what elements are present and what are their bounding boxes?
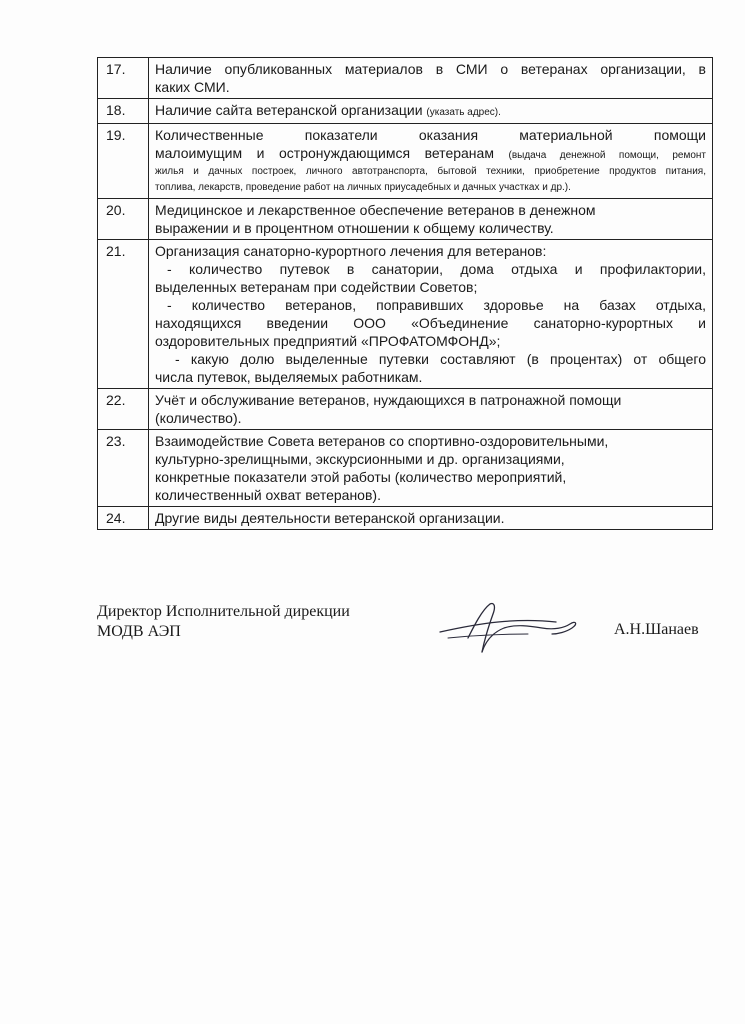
item-text-line: Другие виды деятельности ветеранской организации. — [155, 510, 505, 526]
table-row — [98, 199, 713, 240]
signatory-title — [97, 602, 350, 642]
item-text-line: Взаимодействие Совета ветеранов со спортивно-оздоровительными, — [155, 433, 609, 449]
item-text-line: числа путевок, выделяемых работникам. — [155, 369, 423, 385]
item-text — [149, 199, 713, 240]
item-text-line — [155, 144, 706, 164]
item-text-line: культурно-зрелищными, экскурсионными и др. организациями, — [155, 451, 565, 467]
item-number: 19. — [98, 124, 149, 199]
item-text — [149, 240, 713, 389]
table-row — [98, 124, 713, 199]
item-text-line: Наличие опубликованных материалов в СМИ о ветеранах организации, в — [155, 61, 706, 77]
item-text-line: - количество ветеранов, поправивших здоровье на базах отдыха, — [167, 297, 706, 313]
item-text — [149, 58, 713, 99]
item-note: жилья и дачных построек, личного автотранспорта, бытовой техники, приобретение продуктов питания, — [155, 166, 706, 177]
item-text-line: (количество). — [155, 410, 242, 426]
item-text-line: Организация санаторно-курортного лечения для ветеранов: — [155, 243, 547, 259]
item-number: 20. — [98, 199, 149, 240]
item-text-main: малоимущим и остронуждающимся ветеранам — [155, 145, 494, 161]
item-number: 17. — [98, 58, 149, 99]
item-text-line: - какую долю выделенные путевки составляют (в процентах) от общего — [175, 351, 706, 367]
item-text-line: находящихся введении ООО «Объединение санаторно-курортных и — [155, 315, 706, 331]
items-table — [97, 57, 713, 530]
item-number: 21. — [98, 240, 149, 389]
signatory-title-line: МОДВ АЭП — [97, 623, 181, 640]
item-note: (указать адрес). — [426, 107, 501, 118]
item-text — [149, 430, 713, 507]
signatory-name: А.Н.Шанаев — [614, 621, 699, 638]
table-row — [98, 240, 713, 389]
table-row — [98, 99, 713, 124]
item-note: топлива, лекарств, проведение работ на личных приусадебных и дачных участках и др.). — [155, 182, 571, 193]
item-text-line: Количественные показатели оказания материальной помощи — [155, 127, 706, 143]
signatory-title-line: Директор Исполнительной дирекции — [97, 603, 350, 620]
table-row — [98, 507, 713, 530]
item-text-line: выделенных ветеранам при содействии Советов; — [155, 279, 478, 295]
table-row — [98, 58, 713, 99]
item-text — [149, 124, 713, 199]
item-text — [149, 389, 713, 430]
item-text-main: Наличие сайта ветеранской организации — [155, 102, 423, 118]
table-row — [98, 389, 713, 430]
item-note: (выдача денежной помощи, ремонт — [508, 150, 707, 161]
item-text-line: каких СМИ. — [155, 79, 230, 95]
item-text-line: выражении и в процентном отношении к общему количеству. — [155, 220, 554, 236]
item-text — [149, 507, 713, 530]
item-text — [149, 99, 713, 124]
item-text-line: Медицинское и лекарственное обеспечение ветеранов в денежном — [155, 202, 596, 218]
item-text-line: Учёт и обслуживание ветеранов, нуждающихся в патронажной помощи — [155, 392, 622, 408]
item-text-line: - количество путевок в санатории, дома отдыха и профилактории, — [167, 261, 706, 277]
item-number: 22. — [98, 389, 149, 430]
item-number: 18. — [98, 99, 149, 124]
table-row — [98, 430, 713, 507]
handwritten-signature — [438, 598, 588, 658]
item-number: 24. — [98, 507, 149, 530]
item-text-line: конкретные показатели этой работы (количество мероприятий, — [155, 469, 567, 485]
item-text-line: количественный охват ветеранов). — [155, 487, 381, 503]
item-text-line: оздоровительных предприятий «ПРОФАТОМФОНД»; — [155, 333, 501, 349]
item-number: 23. — [98, 430, 149, 507]
